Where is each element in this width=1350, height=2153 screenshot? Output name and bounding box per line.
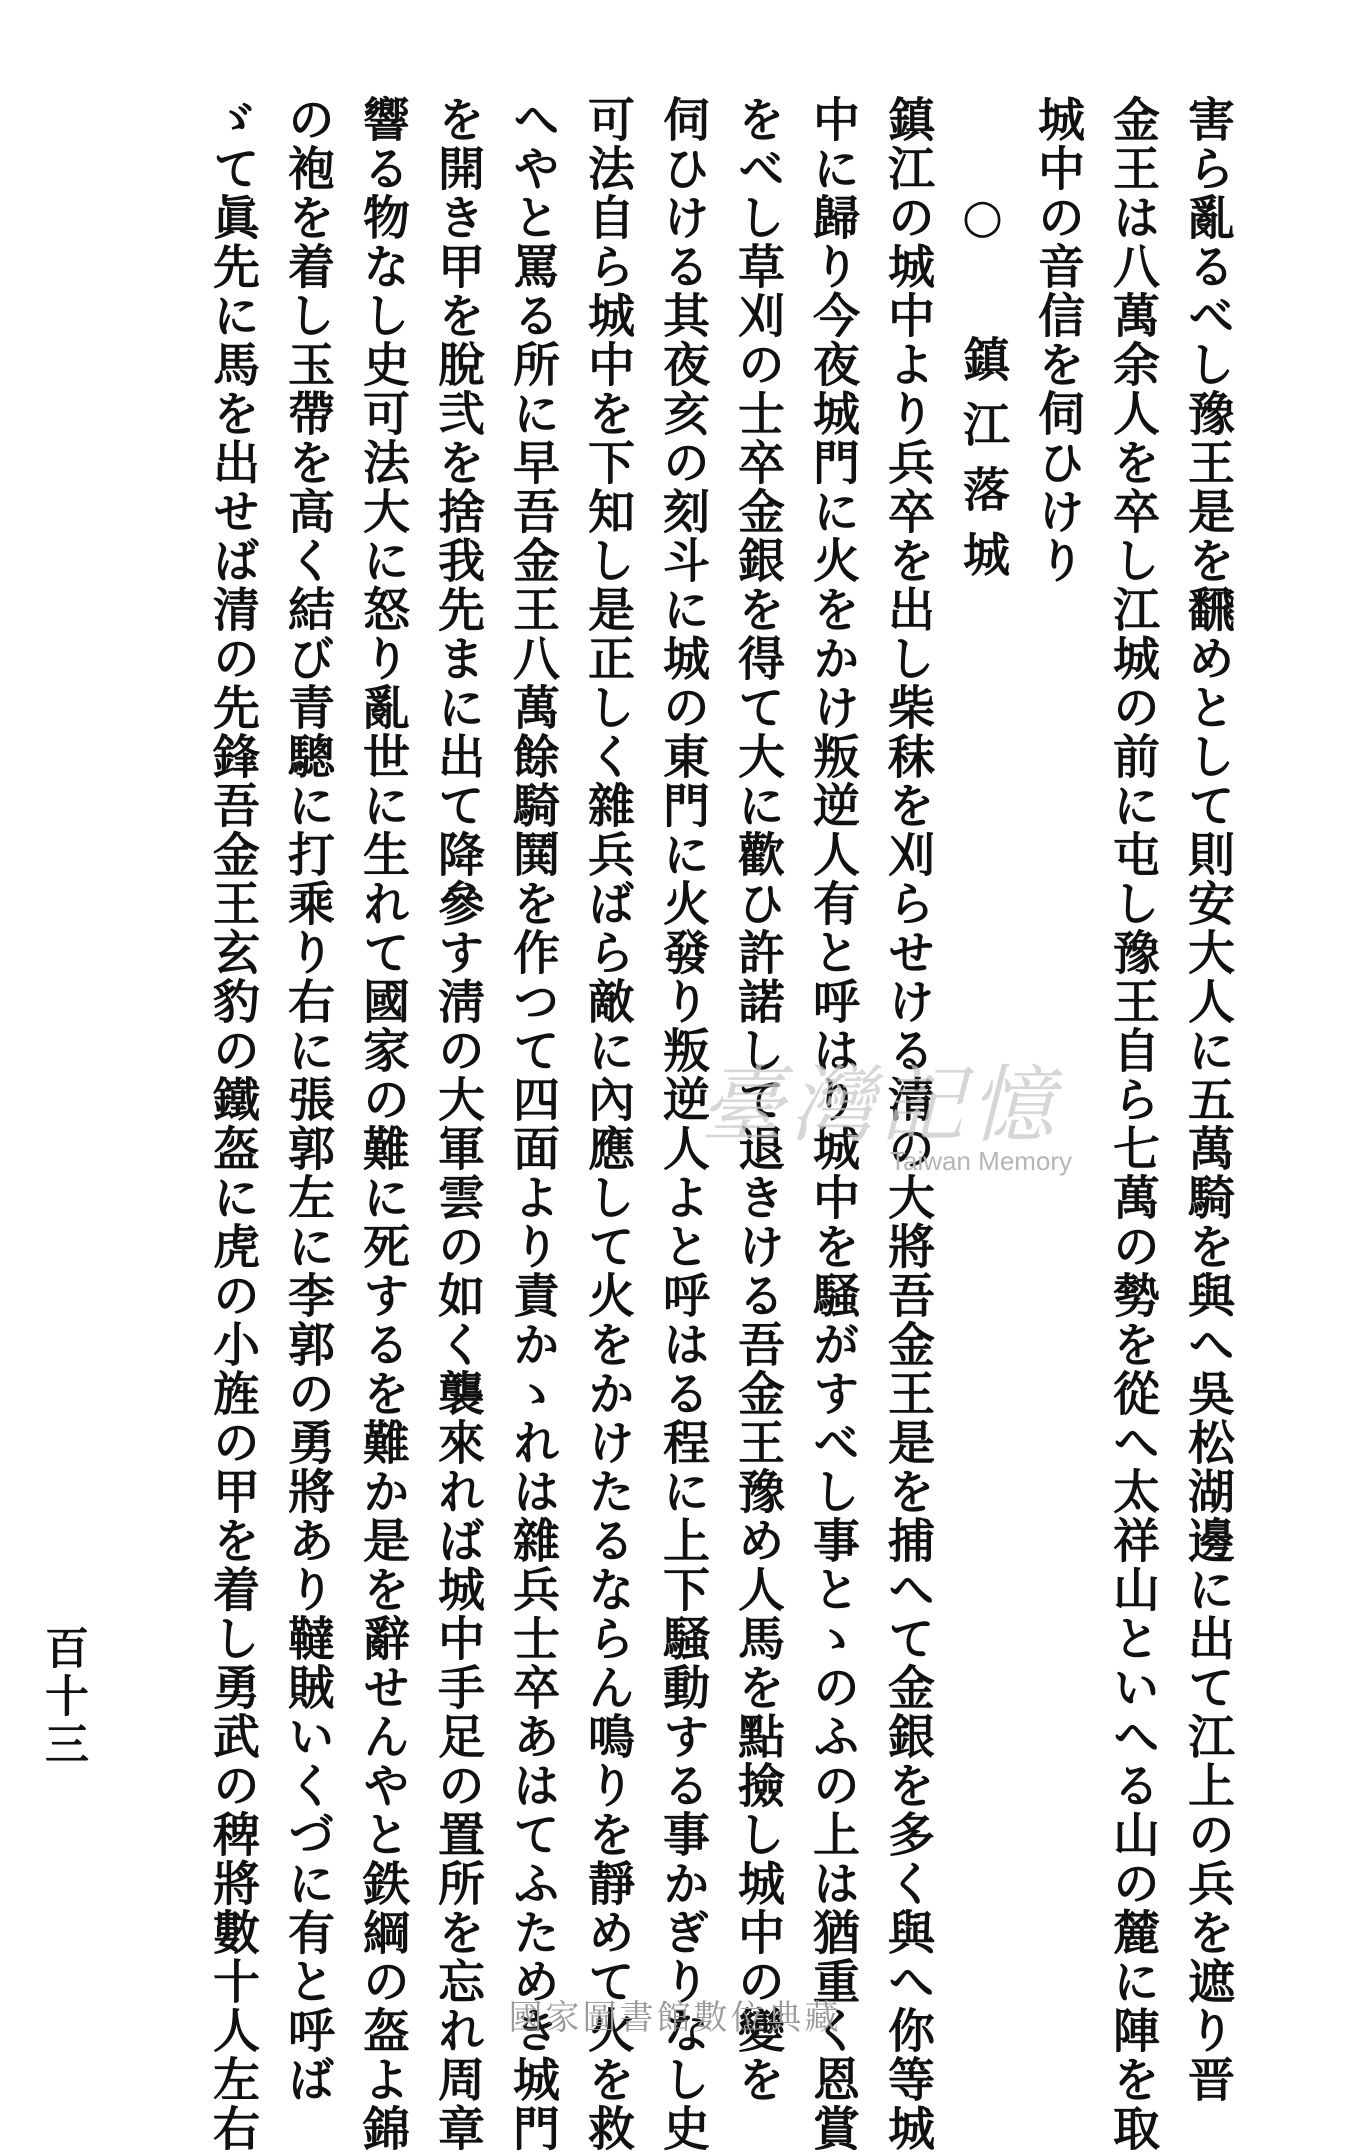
watermark-logo-text: 臺灣記憶 xyxy=(700,1056,1061,1154)
text-line-2: 金王は八萬余人を卒し江城の前に屯し豫王自ら七萬の勢を從へ太祥山といへる山の麓に陣を取 xyxy=(1105,95,1160,2153)
body-line-8: 響る物なし史可法大に怒り亂世に生れて國家の難に死するを難か是を辭せんやと鉄綱の盔よ錦 xyxy=(355,95,410,2153)
body-line-9: の袍を着し玉帶を高く結び青驄に打乘り右に張郭左に李郭の勇將あり韃賊いくづに有と呼ば xyxy=(280,95,335,2104)
body-line-2: 中に歸り今夜城門に火をかけ叛逆人有と呼はり城中を騒がすべし事とゝのふの上は猶重く恩賞 xyxy=(805,95,860,2153)
body-line-3: をべし草刈の士卒金銀を得て大に歡ひ許諾して退きける吾金王豫め人馬を點撿し城中の變を xyxy=(730,95,785,2104)
section-heading: ○ 鎮江落城 xyxy=(955,189,1010,595)
text-line-1: 害ら亂るべし豫王是を飜めとして則安大人に五萬騎を與へ吳松湖邊に出て江上の兵を遮り晋 xyxy=(1180,95,1235,2104)
body-line-1: 鎮江の城中より兵卒を出し柴秣を刈らせける清の大將吾金王是を捕へて金銀を多く與へ你等城 xyxy=(880,95,935,2153)
body-line-10: ゞて眞先に馬を出せば清の先鋒吾金王玄豹の鐵盔に虎の小旌の甲を着し勇武の稗將數十人左右 xyxy=(205,95,260,2153)
body-line-6: へやと罵る所に早吾金王八萬餘騎鬨を作つて四面より責かゝれは雜兵士卒あはてふためき城門 xyxy=(505,95,560,2153)
footer-credit: 國家圖書館數位典藏 xyxy=(508,1998,842,2038)
body-line-5: 可法自ら城中を下知し是正しく雜兵ばら敵に內應して火をかけたるならん鳴りを靜めて火を救 xyxy=(580,95,635,2153)
page-number: 百十三 xyxy=(37,1625,88,1769)
body-line-7: を開き甲を脫弐を捨我先まに出て降參す淸の大軍雲の如く襲來れば城中手足の置所を忘れ周章 xyxy=(430,95,485,2153)
body-line-4: 伺ひける其夜亥の刻斗に城の東門に火發り叛逆人よと呼はる程に上下騒動する事かぎりなし史 xyxy=(655,95,710,2153)
watermark-subtitle: Taiwan Memory xyxy=(890,1146,1073,1176)
text-line-3: 城中の音信を伺ひけり xyxy=(1030,95,1085,585)
